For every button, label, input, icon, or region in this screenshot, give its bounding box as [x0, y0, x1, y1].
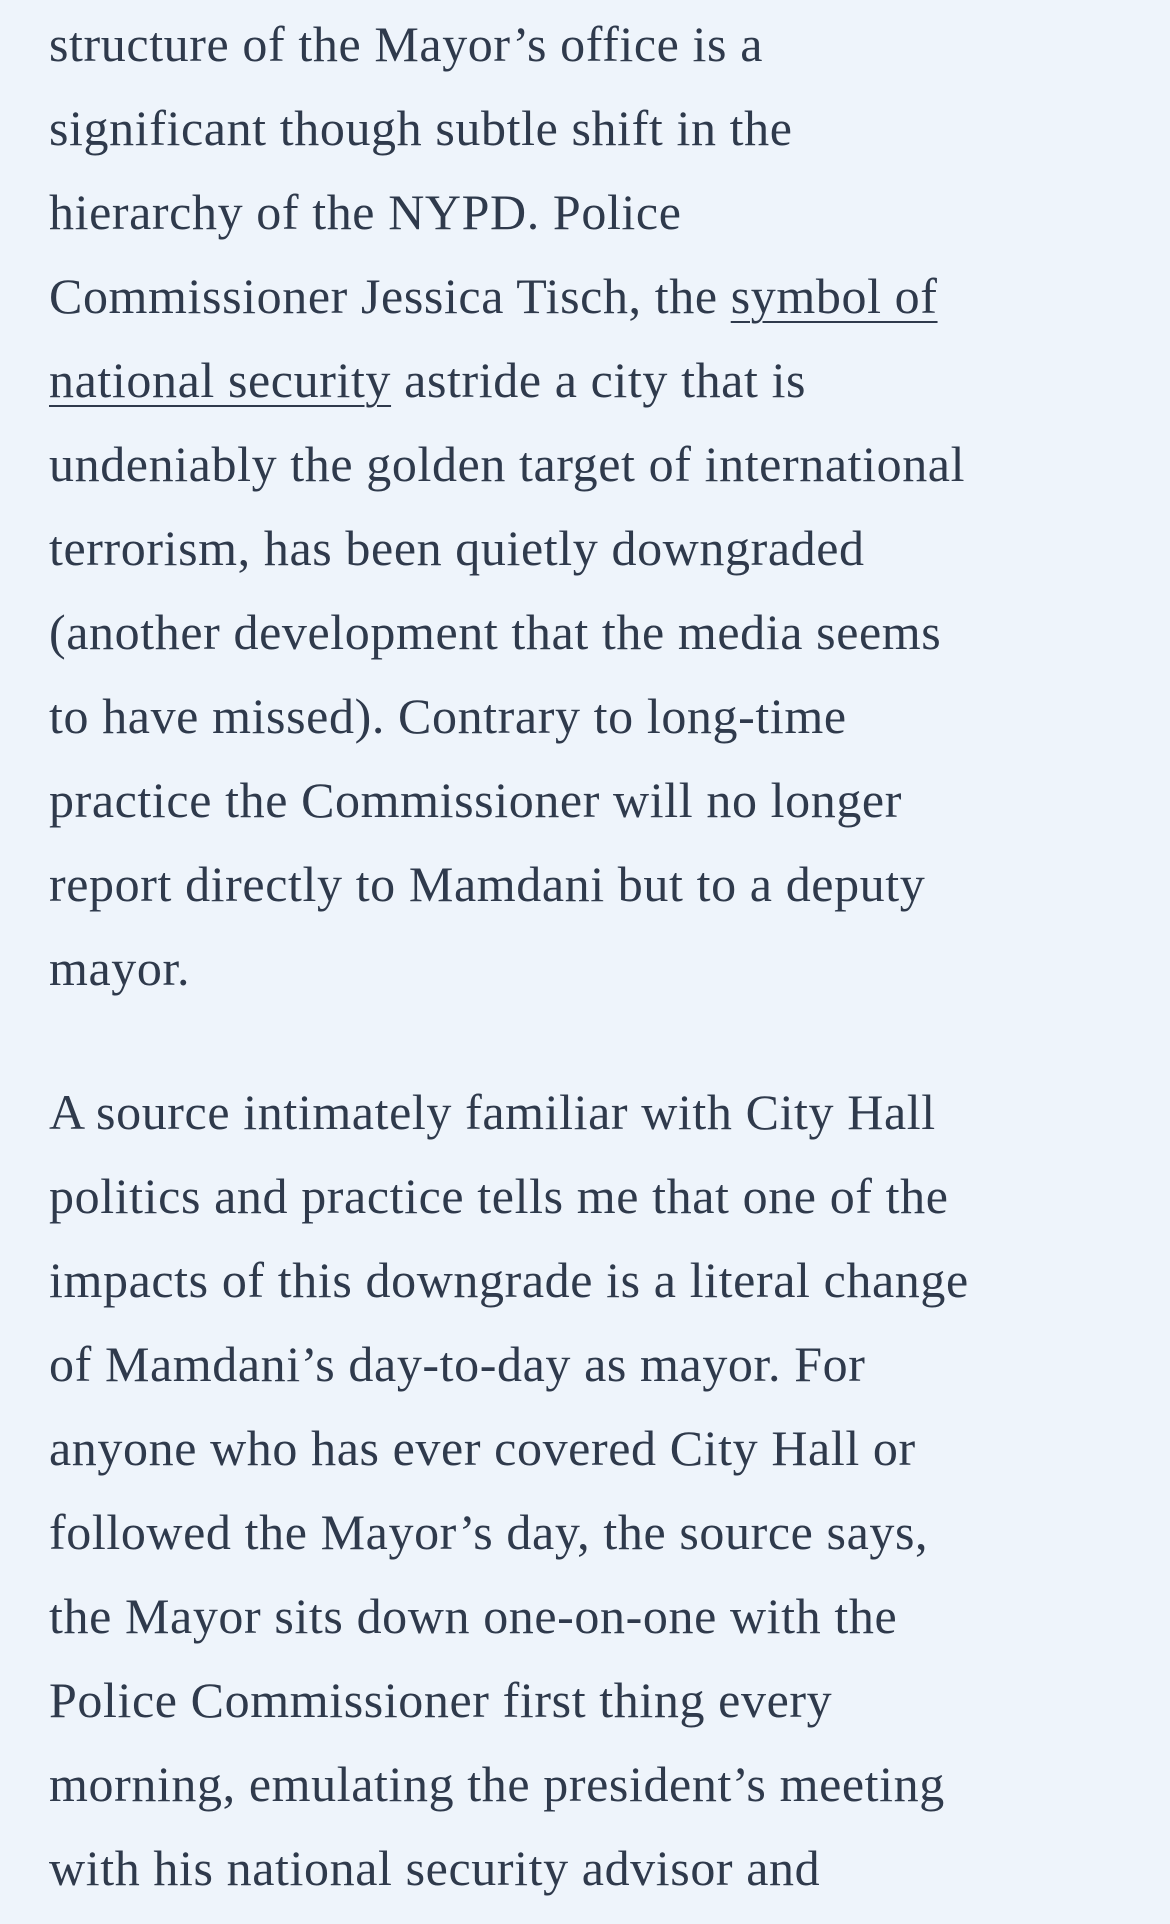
text-line: to have missed). Contrary to long-time [49, 688, 847, 744]
text-line: significant though subtle shift in the [49, 100, 793, 156]
text-line: morning, emulating the president’s meeting [49, 1756, 945, 1812]
article-paragraph [49, 1070, 1129, 1910]
text-line: with his national security advisor and [49, 1840, 821, 1896]
text-line: anyone who has ever covered City Hall or [49, 1420, 916, 1476]
text-line: terrorism, has been quietly downgraded [49, 520, 865, 576]
text-line: mayor. [49, 940, 191, 996]
text-line: (another development that the media seems [49, 604, 942, 660]
text-line: report directly to Mamdani but to a deputy [49, 856, 926, 912]
text-line: practice the Commissioner will no longer [49, 772, 902, 828]
text-line: followed the Mayor’s day, the source says, [49, 1504, 929, 1560]
text-line: of Mamdani’s day-to-day as mayor. For [49, 1336, 866, 1392]
symbol-of-national-security-link-continued[interactable]: national security [49, 352, 392, 408]
text-line: impacts of this downgrade is a literal change [49, 1252, 969, 1308]
text-line: A source intimately familiar with City Hall [49, 1084, 936, 1140]
text-line: hierarchy of the NYPD. Police [49, 184, 682, 240]
text-line [49, 254, 1129, 338]
symbol-of-national-security-link[interactable]: symbol of [730, 268, 938, 324]
text-line: politics and practice tells me that one of the [49, 1168, 949, 1224]
text-line: Police Commissioner first thing every [49, 1672, 833, 1728]
text-line [49, 338, 1129, 422]
text-line: structure of the Mayor’s office is a [49, 16, 763, 72]
text-segment: Commissioner Jessica Tisch, the [49, 268, 731, 324]
text-line: undeniably the golden target of international [49, 436, 966, 492]
article-paragraph [49, 2, 1129, 1010]
text-segment: astride a city that is [391, 352, 807, 408]
text-line: the Mayor sits down one-on-one with the [49, 1588, 898, 1644]
